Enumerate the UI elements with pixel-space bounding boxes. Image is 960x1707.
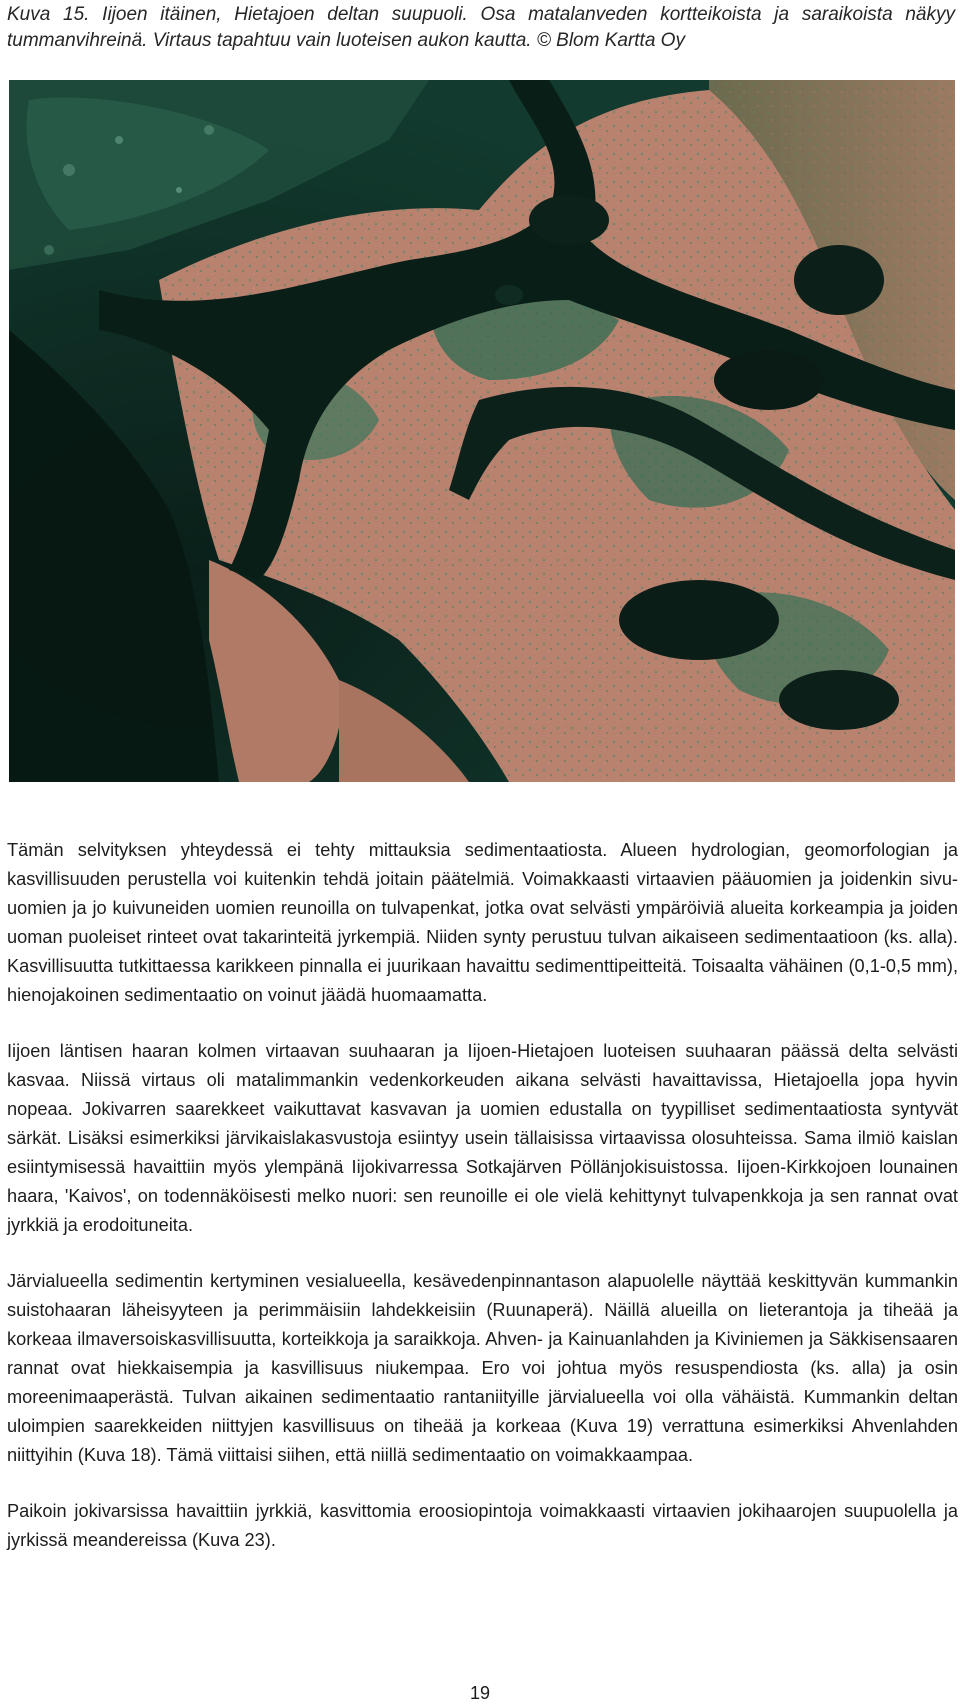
paragraph: Iijoen läntisen haaran kolmen virtaavan suuhaaran ja Iijoen-Hietajoen luoteisen suuhaaran päässä delta selvästi kasvaa. Niissä virtaus oli matalimmankin vedenkorkeuden aikana selvästi havaittavissa, Hietajoella jopa hyvin nopeaa. Jokivarren saarekkeet vaikuttavat kasvavan ja uomien edustalla on tyypilliset sedimentaatiosta syntyvät särkät. Lisäksi esimerkiksi järvikaislakasvustoja esiintyy usein tällaisissa virtaavissa olosuhteissa. Sama ilmiö kaislan esiintymisessä havaittiin myös ylempänä Iijokivarressa Sotkajärven Pöllänjokisuistossa. Iijoen-Kirkkojoen lounainen haara, 'Kaivos', on todennäköisesti melko nuori: sen reunoille ei ole vielä kehittynyt tulvapenkkoja ja sen rannat ovat jyrkkiä ja erodoituneita.: [7, 1041, 958, 1235]
aerial-photo: [9, 80, 955, 782]
pond: [714, 350, 824, 410]
aerial-photo-illustration: [9, 80, 955, 782]
paragraph: Paikoin jokivarsissa havaittiin jyrkkiä, kasvittomia eroosiopintoja voimakkaasti virtaavien jokihaarojen suupuolella ja jyrkissä meandereissa (Kuva 23).: [7, 1501, 958, 1550]
paragraph: Järvialueella sedimentin kertyminen vesialueella, kesävedenpinnantason alapuolelle näyttää keskittyvän kummankin suistohaaran läheisyyteen ja perimmäisiin lahdekkeisiin (Ruunaperä). Näillä alueilla on lieterantoja ja tiheää ja korkeaa ilmaversoiskasvillisuutta, korteikkoja ja saraikkoja. Ahven- ja Kainuanlahden ja Kiviniemen ja Säkkisensaaren rannat ovat hiekkaisempia ja kasvillisuus niukempaa. Ero voi johtua myös resuspendiosta (ks. alla) ja osin moreenimaaperästä. Tulvan aikainen sedimentaatio rantaniityille järvialueella voi olla vähäistä. Kummankin deltan uloimpien saarekkeiden niittyjen kasvillisuus on tiheää ja korkeaa (Kuva 19) verrattuna esimerkiksi Ahvenlahden niittyihin (Kuva 18). Tämä viittaisi siihen, että niillä sedimentaatio on voimakkaampaa.: [7, 1271, 958, 1465]
paragraph: Tämän selvityksen yhteydessä ei tehty mittauksia sedimentaatiosta. Alueen hydrologian, geomorfologian ja kasvillisuuden perustella voi kuitenkin tehdä joitain päätelmiä. Voimakkaasti virtaavien pääuomien ja joidenkin sivu-uomien ja jo kuivuneiden uomien reunoilla on tulvapenkat, jotka ovat selvästi ympäröiviä alueita korkeampia ja joiden uoman puoleiset rinteet ovat takarinteitä jyrkempiä. Niiden synty perustuu tulvan aikaiseen sedimentaatioon (ks. alla). Kasvillisuutta tutkittaessa karikkeen pinnalla ei juurikaan havaittu sedimenttipeitteitä. Toisaalta vähäinen (0,1-0,5 mm), hienojakoinen sedimentaatio on voinut jäädä huomaamatta.: [7, 840, 958, 1005]
body-text: [7, 836, 958, 1582]
page-number: 19: [469, 1683, 491, 1703]
figure-caption: Kuva 15. Iijoen itäinen, Hietajoen deltan suupuoli. Osa matalanveden kortteikoista ja saraikoista näkyy tummanvihreinä. Virtaus tapahtuu vain luoteisen aukon kautta. © Blom Kartta Oy: [7, 4, 955, 51]
